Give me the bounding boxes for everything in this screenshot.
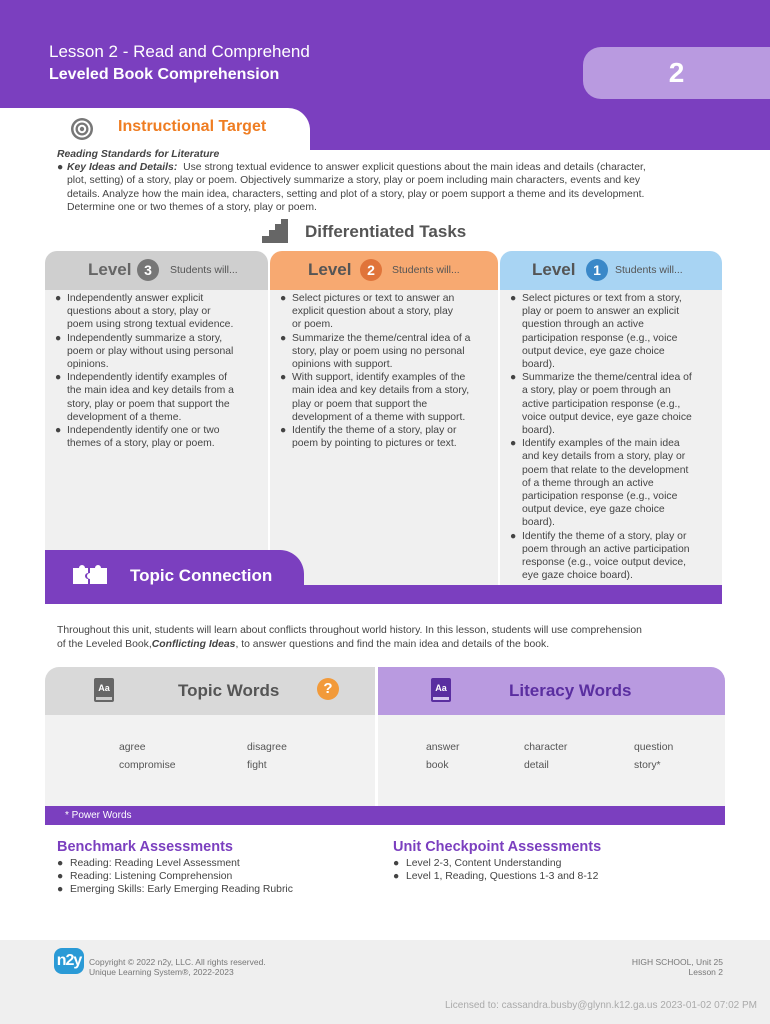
instructional-target-title: Instructional Target: [118, 118, 267, 135]
literacy-word: answer: [426, 742, 460, 753]
standards-bullet: [57, 161, 717, 214]
task-line: Select pictures or text to answer an: [292, 293, 455, 304]
bullet: ●: [280, 372, 287, 384]
standards-line: plot, setting) of a story, play or poem. Objectively summarize a story, play or poem including main characters, events and key: [67, 175, 641, 187]
task-line: Summarize the theme/central idea of a: [292, 332, 471, 344]
task-line: questions about a story, play or: [67, 306, 211, 318]
lesson-label: Lesson 2: [688, 967, 723, 977]
standards-line: Determine one or two themes of a story, play or poem.: [67, 201, 317, 213]
reading-standards: [57, 148, 717, 214]
level-3-header: [45, 251, 268, 290]
benchmark-assessments-title: Benchmark Assessments: [57, 839, 233, 855]
task-line: a story, play or poem through an: [522, 385, 671, 397]
list-item: ● Reading: Listening Comprehension: [57, 871, 233, 883]
puzzle-icon: [72, 562, 108, 586]
level-number-badge: 1: [586, 259, 608, 281]
task-line: poem or play without using personal: [67, 345, 234, 357]
task-line: the main idea and key details from a: [67, 385, 234, 397]
task-line: eye gaze choice board).: [522, 570, 633, 582]
task-line: Independently summarize a story,: [67, 332, 223, 344]
task-item: [280, 332, 488, 372]
literacy-words-header: [378, 667, 725, 715]
task-line: explicit question about a story, play: [292, 306, 453, 318]
list-item: ● Level 2-3, Content Understanding: [393, 858, 562, 869]
help-icon[interactable]: ?: [317, 678, 339, 700]
standards-line: details. Analyze how the main idea, characters, setting and plot of a story, play or poem support a theme and its development.: [67, 188, 645, 200]
task-text: [522, 292, 682, 371]
level-1-header: [500, 251, 722, 290]
task-line: opinions.: [67, 359, 109, 371]
level-label: Level: [308, 260, 352, 279]
task-item: [280, 371, 488, 424]
task-item: [55, 292, 258, 332]
bullet: ●: [55, 372, 62, 384]
assessment-item: Emerging Skills: Early Emerging Reading Rubric: [70, 884, 293, 896]
level-label: Level: [88, 260, 132, 279]
task-line: poem using strong textual evidence.: [67, 319, 234, 331]
task-line: Identify the theme of a story, play or: [292, 425, 457, 437]
topic-connection-line: , to answer questions and find the main idea and details of the book.: [235, 638, 550, 650]
level-1-tasks: [500, 290, 722, 585]
task-item: [55, 424, 258, 450]
bullet: ●: [55, 332, 62, 344]
assessment-item: Level 1, Reading, Questions 1-3 and 8-12: [406, 871, 599, 883]
task-line: opinions with support.: [292, 359, 393, 371]
task-item: [510, 437, 712, 529]
literacy-word: character: [524, 742, 568, 753]
task-line: Select pictures or text from a story,: [522, 293, 682, 304]
target-icon: [70, 117, 94, 141]
task-item: [510, 371, 712, 437]
topic-words-header: [45, 667, 375, 715]
bullet: ●: [57, 162, 64, 174]
task-line: development of a theme.: [67, 411, 182, 423]
power-words-note: * Power Words: [45, 806, 725, 825]
task-text: [292, 424, 457, 450]
topic-connection-line: of the Leveled Book,: [57, 638, 152, 650]
task-line: or poem.: [292, 319, 334, 331]
dictionary-icon: [430, 677, 452, 703]
assessment-item: Reading: Listening Comprehension: [70, 871, 233, 883]
bullet: ●: [510, 293, 517, 304]
task-item: [280, 292, 488, 332]
bullet: ●: [280, 425, 287, 437]
task-line: main idea and key details from a story,: [292, 385, 470, 397]
topic-connection-line: Throughout this unit, students will learn about conflicts throughout world history. In this lesson, students will use comprehension: [57, 625, 642, 636]
topic-connection-title: Topic Connection: [130, 566, 273, 585]
bullet: ●: [55, 425, 62, 437]
task-line: participation response (e.g., voice: [522, 332, 678, 344]
task-line: Identify the theme of a story, play or: [522, 530, 687, 542]
topic-word: compromise: [119, 760, 176, 771]
literacy-word: book: [426, 760, 449, 771]
task-item: [280, 424, 488, 450]
bullet: ●: [510, 530, 517, 542]
lesson-subtitle: Leveled Book Comprehension: [49, 66, 280, 83]
task-text: [67, 371, 234, 424]
svg-text:Aa: Aa: [98, 683, 110, 693]
task-line: play or poem to answer an explicit: [522, 306, 680, 318]
task-text: [522, 371, 692, 437]
level-label: Level: [532, 260, 576, 279]
task-item: [55, 332, 258, 372]
lesson-number-badge: 2: [583, 47, 770, 99]
key-ideas-label: Key Ideas and Details:: [67, 162, 178, 174]
vocabulary-section: [45, 667, 725, 806]
task-line: play or poem that support the: [292, 398, 428, 410]
task-line: participation response (e.g., voice: [522, 491, 678, 503]
lesson-title: Lesson 2 - Read and Comprehend: [49, 42, 310, 61]
students-will-label: Students will...: [615, 264, 683, 276]
task-line: With support, identify examples of the: [292, 372, 466, 384]
task-text: [292, 292, 454, 332]
list-item: ● Emerging Skills: Early Emerging Reading Rubric: [57, 884, 293, 896]
task-item: [510, 292, 712, 371]
level-2-header: [270, 251, 498, 290]
topic-connection-text: [57, 624, 722, 651]
task-line: of a theme through an active: [522, 477, 654, 489]
task-line: voice output device, eye gaze choice: [522, 411, 692, 423]
students-will-label: Students will...: [170, 264, 238, 276]
unit-info: [632, 957, 723, 977]
task-line: board).: [522, 359, 555, 371]
topic-word: disagree: [247, 742, 287, 753]
task-line: Independently answer explicit: [67, 293, 204, 304]
unit-label: HIGH SCHOOL, Unit 25: [631, 957, 723, 967]
unit-checkpoint-list: [393, 857, 598, 883]
assessment-item: Level 2-3, Content Understanding: [406, 858, 562, 869]
literacy-words-list: [378, 715, 725, 806]
task-line: poem by pointing to pictures or text.: [292, 438, 457, 450]
task-line: Independently identify examples of: [67, 372, 228, 384]
task-line: poem through an active participation: [522, 543, 690, 555]
standards-line: Use strong textual evidence to answer explicit questions about the main ideas and details (character,: [183, 162, 646, 174]
n2y-logo: n2y: [54, 948, 84, 974]
stairs-icon: [262, 219, 288, 243]
task-text: [522, 530, 690, 583]
task-list: [45, 290, 268, 450]
bullet: ●: [280, 293, 287, 304]
task-item: [510, 530, 712, 583]
license-note: Licensed to: cassandra.busby@glynn.k12.ga.us 2023-01-02 07:02 PM: [444, 1000, 757, 1011]
copyright-line: Copyright © 2022 n2y, LLC. All rights reserved.: [89, 957, 266, 967]
topic-word: agree: [119, 742, 146, 753]
task-item: [55, 371, 258, 424]
literacy-word: detail: [524, 760, 549, 771]
copyright-line: Unique Learning System®, 2022-2023: [89, 967, 234, 977]
task-line: story, play or poem using no personal: [292, 345, 465, 357]
copyright: [89, 957, 266, 977]
topic-words-title: Topic Words: [178, 681, 280, 700]
topic-words-list: [45, 715, 375, 806]
literacy-word: question: [634, 742, 674, 753]
leveled-book-title: Conflicting Ideas: [151, 638, 236, 650]
differentiated-tasks-title: Differentiated Tasks: [305, 222, 467, 241]
task-text: [67, 332, 233, 372]
list-item: ● Reading: Reading Level Assessment: [57, 858, 240, 869]
standards-title: Reading Standards for Literature: [57, 149, 220, 160]
task-line: question through an active: [522, 319, 644, 331]
task-line: output device, eye gaze choice: [522, 345, 665, 357]
task-text: [292, 332, 470, 372]
bullet: ●: [510, 372, 517, 384]
bullet: ●: [510, 438, 517, 450]
task-line: board).: [522, 517, 555, 529]
assessment-item: Reading: Reading Level Assessment: [70, 858, 240, 869]
task-text: [292, 371, 469, 424]
bullet: ●: [55, 293, 62, 304]
level-3-tasks: [45, 290, 268, 585]
task-line: board).: [522, 425, 555, 437]
task-line: poem that relate to the development: [522, 464, 689, 476]
dictionary-icon: [93, 677, 115, 703]
benchmark-assessments-list: [57, 857, 293, 897]
task-line: Identify examples of the main idea: [522, 438, 680, 450]
unit-checkpoint-title: Unit Checkpoint Assessments: [393, 839, 602, 855]
footer: [0, 940, 770, 1024]
literacy-word: story*: [634, 760, 661, 771]
task-text: [67, 424, 220, 450]
task-line: and key details from a story, play or: [522, 451, 686, 463]
level-number-badge: 2: [360, 259, 382, 281]
standards-text: [67, 161, 646, 214]
task-line: Independently identify one or two: [67, 425, 220, 437]
task-list: [500, 290, 722, 582]
task-line: output device, eye gaze choice: [522, 504, 665, 516]
level-number-badge: 3: [137, 259, 159, 281]
task-list: [270, 290, 498, 450]
task-text: [67, 292, 233, 332]
task-line: story, play or poem that support the: [67, 398, 230, 410]
task-line: development of a theme with support.: [292, 411, 466, 423]
level-2-tasks: [270, 290, 498, 585]
task-line: themes of a story, play or poem.: [67, 438, 215, 450]
task-text: [522, 437, 688, 529]
list-item: ● Level 1, Reading, Questions 1-3 and 8-12: [393, 871, 599, 883]
svg-text:Aa: Aa: [435, 683, 447, 693]
topic-word: fight: [247, 760, 267, 771]
students-will-label: Students will...: [392, 264, 460, 276]
task-line: Summarize the theme/central idea of: [522, 372, 692, 384]
bullet: ●: [280, 332, 287, 344]
task-line: response (e.g., voice output device,: [522, 557, 687, 569]
task-line: active participation response (e.g.,: [522, 398, 681, 410]
literacy-words-title: Literacy Words: [509, 681, 632, 700]
